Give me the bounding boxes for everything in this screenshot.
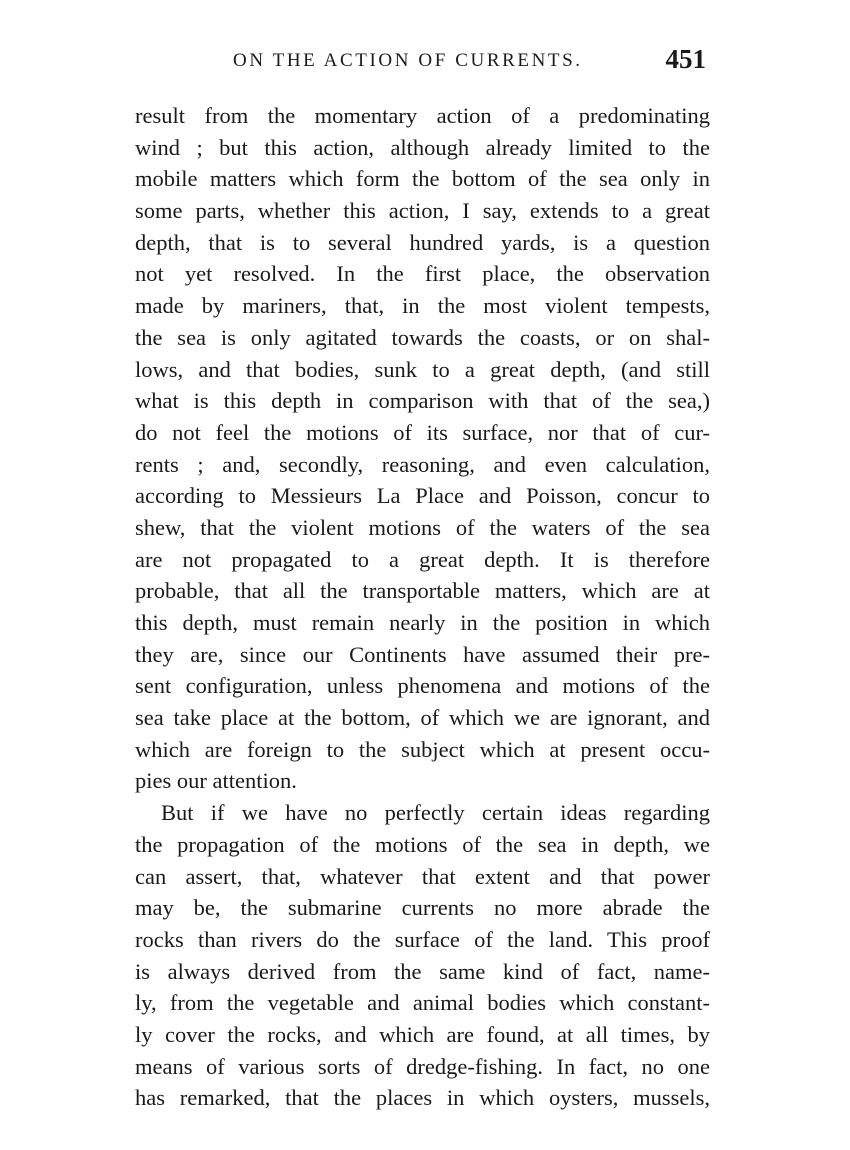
text-line: sea take place at the bottom, of which we are ignorant, and [135,705,710,731]
text-line: pies our attention. [135,768,297,794]
text-line: But if we have no perfectly certain ideas regarding [161,800,710,826]
running-head [135,44,710,78]
text-line: the sea is only agitated towards the coasts, or on shal- [135,324,710,350]
text-line: ly cover the rocks, and which are found, at all times, by [135,1021,710,1047]
text-line: may be, the submarine currents no more abrade the [135,895,710,921]
text-line: they are, since our Continents have assumed their pre- [135,641,710,667]
text-line: depth, that is to several hundred yards, is a question [135,229,710,255]
text-line: made by mariners, that, in the most violent tempests, [135,293,710,319]
text-line: can assert, that, whatever that extent and that power [135,863,710,889]
text-line: this depth, must remain nearly in the position in which [135,610,710,635]
running-title: ON THE ACTION OF CURRENTS. [233,50,583,71]
text-line: wind ; but this action, although already limited to the [135,134,710,160]
text-line: has remarked, that the places in which oysters, mussels, [135,1085,710,1111]
paragraph-1 [135,100,710,797]
text-line: means of various sorts of dredge-fishing. In fact, no one [135,1053,710,1079]
text-line: some parts, whether this action, I say, extends to a great [135,198,710,224]
text-line: result from the momentary action of a predominating [135,103,710,128]
text-line: mobile matters which form the bottom of the sea only in [135,166,710,192]
text-line: rents ; and, secondly, reasoning, and even calculation, [135,451,710,477]
body-text [135,100,710,1114]
text-line: ly, from the vegetable and animal bodies which constant- [135,990,710,1016]
text-line: what is this depth in comparison with that of the sea,) [135,388,710,414]
text-line: are not propagated to a great depth. It is therefore [135,546,710,572]
text-line: according to Messieurs La Place and Poisson, concur to [135,483,710,509]
text-line: the propagation of the motions of the sea in depth, we [135,831,710,857]
text-line: is always derived from the same kind of fact, name- [135,958,710,984]
paragraph-2 [135,797,710,1114]
text-line: shew, that the violent motions of the waters of the sea [135,514,710,540]
text-line: rocks than rivers do the surface of the land. This proof [135,926,710,952]
text-line: do not feel the motions of its surface, nor that of cur- [135,419,710,445]
text-line: which are foreign to the subject which at present occu- [135,736,710,762]
page-number: 451 [665,44,706,74]
text-line: not yet resolved. In the first place, the observation [135,261,710,287]
text-line: probable, that all the transportable matters, which are at [135,578,710,604]
text-line: sent configuration, unless phenomena and motions of the [135,673,710,699]
text-line: lows, and that bodies, sunk to a great depth, (and still [135,356,710,382]
